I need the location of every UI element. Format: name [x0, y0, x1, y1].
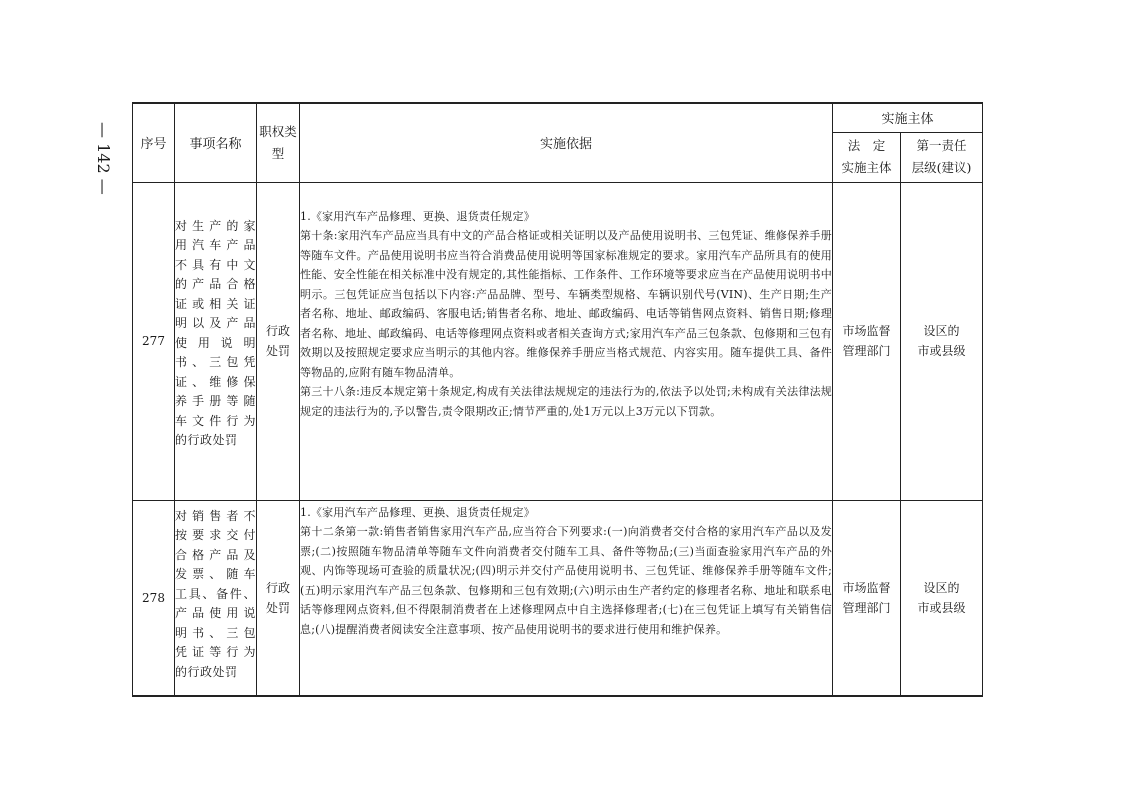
row-legal-subject — [833, 500, 901, 696]
legal-subject-line: 管理部门 — [842, 600, 891, 615]
matters-table — [132, 102, 983, 697]
responsible-level-line: 市或县级 — [917, 600, 966, 615]
responsible-level-line: 设区的 — [923, 324, 960, 338]
row-implementation-basis — [300, 182, 833, 500]
matter-name-line: 合格产品及 — [175, 547, 256, 562]
matter-name-line: 的产品合格 — [175, 277, 256, 291]
matter-name-line: 证或相关证 — [175, 296, 256, 311]
basis-paragraph: 第三十八条:违反本规定第十条规定,构成有关法律法规规定的违法行为的,依法予以处罚;未构成有关法律法规规定的违法行为的,予以警告,责令限期改正;情节严重的,处1万元以上3万元以下罚款。 — [300, 385, 832, 418]
matter-name-line: 对生产的家 — [175, 218, 256, 233]
row-legal-subject — [833, 182, 901, 500]
matter-name-line: 的行政处罚 — [175, 664, 238, 679]
matter-name-line: 车文件行为 — [175, 413, 256, 428]
row-implementation-basis — [300, 500, 833, 696]
matter-name-line: 发票、随车 — [175, 567, 256, 581]
matter-name-line: 凭证等行为 — [175, 645, 256, 659]
row-responsible-level — [901, 500, 983, 696]
basis-paragraph: 第十二条第一款:销售者销售家用汽车产品,应当符合下列要求:(一)向消费者交付合格的家用汽车产品以及发票;(二)按照随车物品清单等随车文件向消费者交付随车工具、备件等物品;(三)当面查验家用汽车产品的外观、内饰等现场可查验的质量状况;(四)明示并交付产品使用说明书、三包凭证、维修保养手册等随车文件;(五)明示家用汽车产品三包条款、包修期和三包有效期;(六)明示由生产者约定的修理者名称、地址和联系电话等修理网点资料,但不得限制消费者在上述修理网点中自主选择修理者;(七)在三包凭证上填写有关销售信息;(八)提醒消费者阅读安全注意事项、按产品使用说明书的要求进行使用和维护保养。 — [300, 525, 832, 636]
legal-subject-line: 管理部门 — [842, 344, 891, 358]
authority-type-line: 处罚 — [265, 600, 290, 615]
responsible-level-line: 市或县级 — [917, 344, 966, 358]
row-seq: 278 — [133, 500, 175, 696]
matter-name-line: 明以及产品 — [175, 316, 256, 330]
matter-name-line: 产品使用说 — [175, 606, 256, 620]
row-matter-name — [175, 500, 257, 696]
authority-type-line: 行政 — [265, 580, 290, 595]
table-row — [133, 182, 983, 500]
matter-name-line: 的行政处罚 — [175, 433, 238, 447]
authority-type-line: 行政 — [265, 324, 290, 338]
header-subject-group: 实施主体 — [833, 103, 983, 132]
basis-paragraph: 第十条:家用汽车产品应当具有中文的产品合格证或相关证明以及产品使用说明书、三包凭证、维修保养手册等随车文件。产品使用说明书应当符合消费品使用说明等国家标准规定的要求。家用汽车产品所具有的使用性能、安全性能在相关标准中没有规定的,其性能指标、工作条件、工作环境等要求应当在产品使用说明书中明示。三包凭证应当包括以下内容:产品品牌、型号、车辆类型规格、车辆识别代号(VIN)、生产日期;生产者名称、地址、邮政编码、客服电话;销售者名称、地址、邮政编码、电话等销售网点资料、销售日期;修理者名称、地址、邮政编码、电话等修理网点资料或者相关查询方式;家用汽车产品三包条款、包修期和三包有效期以及按照规定要求应当明示的其他内容。维修保养手册应当格式规范、内容实用。随车提供工具、备件等物品的,应附有随车物品清单。 — [300, 229, 832, 379]
legal-subject-line: 市场监督 — [842, 324, 891, 338]
matter-name-line: 证、维修保 — [175, 374, 256, 389]
header-first-responsible: 第一责任 层级(建议) — [901, 132, 983, 182]
authority-type-line: 处罚 — [265, 344, 290, 358]
legal-subject-line: 市场监督 — [842, 580, 891, 595]
matter-name-line: 不具有中文 — [175, 257, 256, 272]
matter-name-line: 工具、备件、 — [175, 586, 256, 601]
matter-name-line: 书、三包凭 — [175, 355, 256, 369]
row-authority-type — [257, 182, 300, 500]
basis-paragraph: 1.《家用汽车产品修理、更换、退货责任规定》 — [300, 209, 535, 223]
header-basis: 实施依据 — [300, 103, 833, 182]
row-authority-type — [257, 500, 300, 696]
row-seq: 277 — [133, 182, 175, 500]
matter-name-line: 使用说明 — [175, 335, 256, 350]
matter-name-line: 养手册等随 — [175, 394, 256, 408]
responsible-level-line: 设区的 — [923, 580, 960, 595]
matter-name-line: 对销售者不 — [175, 508, 256, 523]
basis-paragraph: 1.《家用汽车产品修理、更换、退货责任规定》 — [300, 505, 535, 519]
page-number: — 142 — — [94, 121, 113, 195]
matter-name-line: 明书、三包 — [175, 625, 256, 640]
table-row — [133, 500, 983, 696]
row-matter-name — [175, 182, 257, 500]
header-legal-subject: 法 定 实施主体 — [833, 132, 901, 182]
header-seq: 序号 — [133, 103, 175, 182]
matter-name-line: 按要求交付 — [175, 528, 256, 542]
row-responsible-level — [901, 182, 983, 500]
header-name: 事项名称 — [175, 103, 257, 182]
matter-name-line: 用汽车产品 — [175, 238, 256, 252]
header-authority-type: 职权类型 — [257, 103, 300, 182]
